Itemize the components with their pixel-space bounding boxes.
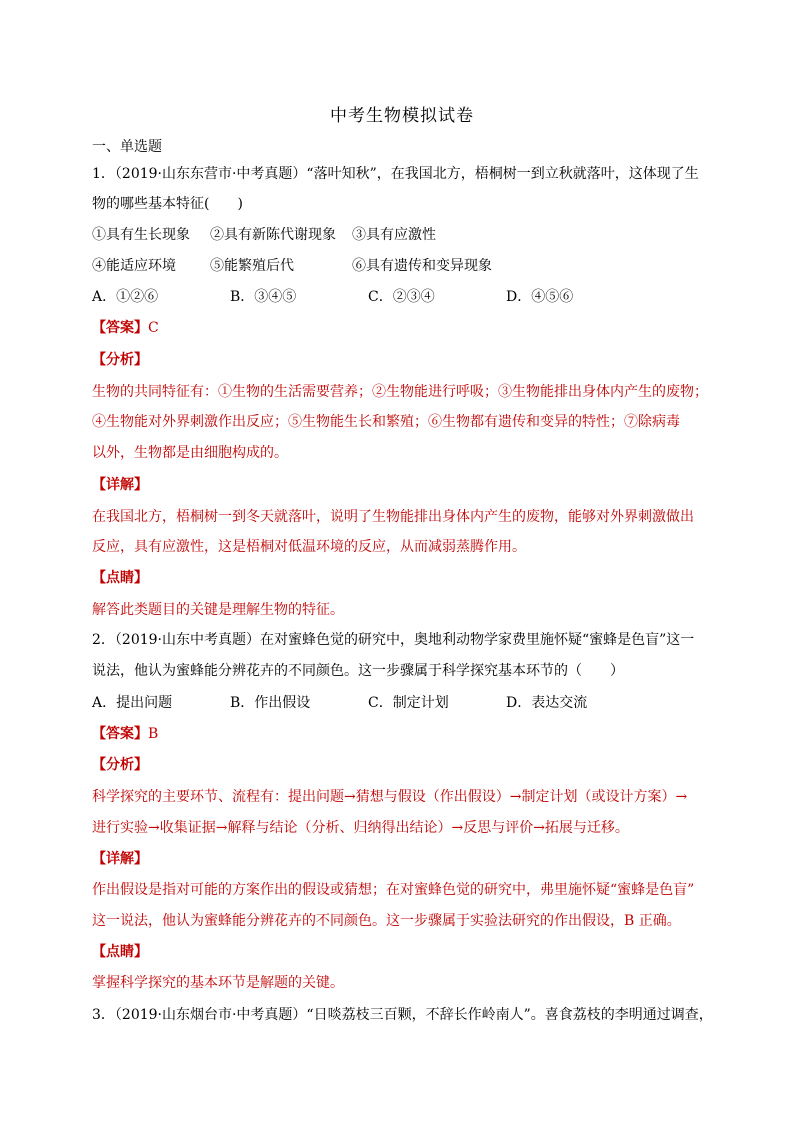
- q1-item-6: ⑥具有遗传和变异现象: [352, 258, 492, 274]
- q2-options: [92, 693, 587, 713]
- q1-detail-line2: 反应，具有应激性，这是梧桐对低温环境的反应，从而减弱蒸腾作用。: [92, 539, 526, 555]
- q1-point: 解答此类题目的关键是理解生物的特征。: [92, 602, 344, 618]
- q1-answer: [92, 318, 159, 338]
- q1-answer-label: 【答案】: [92, 320, 148, 336]
- q2-analysis-label: 【分析】: [92, 757, 148, 773]
- q2-option-c: C．制定计划: [368, 695, 449, 711]
- q2-point-label: 【点睛】: [92, 944, 148, 960]
- q2-answer-value: B: [148, 726, 159, 742]
- q2-detail-label: 【详解】: [92, 851, 148, 867]
- q1-stem-line2: 物的哪些基本特征( ): [92, 196, 243, 212]
- q1-item-4: ④能适应环境: [92, 258, 176, 274]
- q1-option-a: A．①②⑥: [92, 289, 159, 305]
- q2-option-d: D．表达交流: [506, 695, 588, 711]
- q1-item-3: ③具有应激性: [352, 227, 436, 243]
- q1-item-1: ①具有生长现象: [92, 227, 190, 243]
- q1-point-label: 【点睛】: [92, 570, 148, 586]
- section-heading: 一、单选题: [92, 139, 162, 155]
- q1-options: [92, 287, 573, 307]
- q1-analysis-line3: 以外，生物都是由细胞构成的。: [92, 445, 288, 461]
- q1-option-c: C．②③④: [368, 289, 435, 305]
- q1-item-5: ⑤能繁殖后代: [210, 258, 294, 274]
- q1-answer-value: C: [148, 320, 159, 336]
- q2-stem-line2: 说法，他认为蜜蜂能分辨花卉的不同颜色。这一步骤属于科学探究基本环节的（ ）: [92, 663, 624, 679]
- q2-answer-label: 【答案】: [92, 726, 148, 742]
- q1-items-row1: [92, 225, 436, 245]
- q1-option-b: B．③④⑤: [230, 289, 297, 305]
- q2-point: 掌握科学探究的基本环节是解题的关键。: [92, 975, 344, 991]
- q1-analysis-label: 【分析】: [92, 352, 148, 368]
- q1-item-2: ②具有新陈代谢现象: [210, 227, 336, 243]
- q1-analysis-line1: 生物的共同特征有：①生物的生活需要营养；②生物能进行呼吸；③生物能排出身体内产生的废物；: [92, 384, 708, 400]
- q2-option-a: A．提出问题: [92, 695, 173, 711]
- q1-stem-line1: 1．（2019·山东东营市·中考真题）“落叶知秋”，在我国北方，梧桐树一到立秋就落叶，这体现了生: [92, 166, 699, 182]
- q3-stem-line1: 3．（2019·山东烟台市·中考真题）“日啖荔枝三百颗，不辞长作岭南人”。喜食荔枝的李明通过调查，: [92, 1007, 713, 1023]
- q2-stem-line1: 2．（2019·山东中考真题）在对蜜蜂色觉的研究中，奥地利动物学家费里施怀疑“蜜蜂是色盲”这一: [92, 632, 695, 648]
- page-title: 中考生物模拟试卷: [330, 106, 474, 126]
- q2-analysis-line1: 科学探究的主要环节、流程有：提出问题→猜想与假设（作出假设）→制定计划（或设计方案）→: [92, 789, 688, 805]
- q2-option-b: B．作出假设: [230, 695, 311, 711]
- q1-option-d: D．④⑤⑥: [506, 289, 574, 305]
- q1-detail-label: 【详解】: [92, 477, 148, 493]
- q1-items-row2: [92, 256, 492, 276]
- q1-detail-line1: 在我国北方，梧桐树一到冬天就落叶，说明了生物能排出身体内产生的废物，能够对外界刺激做出: [92, 509, 694, 525]
- q2-answer: [92, 724, 158, 744]
- q2-detail-line1: 作出假设是指对可能的方案作出的假设或猜想；在对蜜蜂色觉的研究中，弗里施怀疑“蜜蜂是色盲”: [92, 882, 695, 898]
- q1-analysis-line2: ④生物能对外界刺激作出反应；⑤生物能生长和繁殖；⑥生物都有遗传和变异的特性；⑦除病毒: [92, 414, 680, 430]
- q2-analysis-line2: 进行实验→收集证据→解释与结论（分析、归纳得出结论）→反思与评价→拓展与迁移。: [92, 820, 629, 836]
- q2-detail-line2: 这一说法，他认为蜜蜂能分辨花卉的不同颜色。这一步骤属于实验法研究的作出假设，B 正确。: [92, 913, 681, 929]
